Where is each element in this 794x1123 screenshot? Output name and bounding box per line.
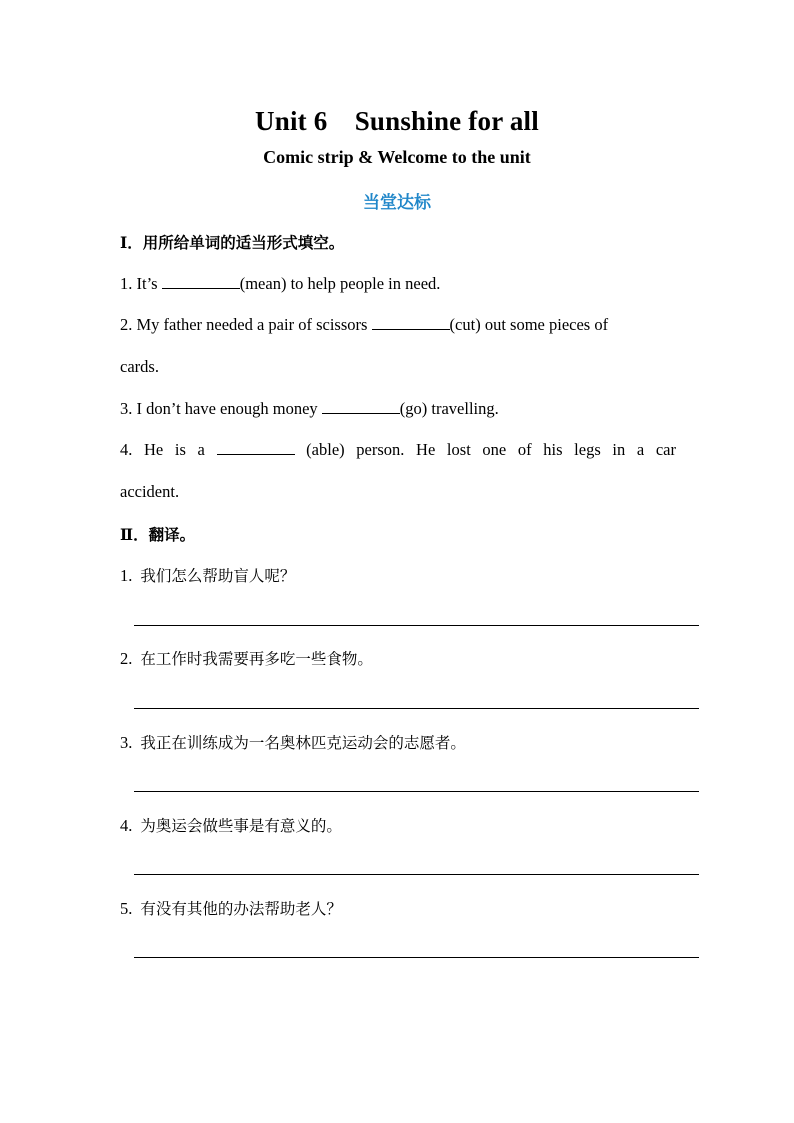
translation-item-1-number: 1. <box>120 566 133 585</box>
answer-line-4[interactable] <box>134 874 699 875</box>
translation-item-5 <box>120 897 342 919</box>
lesson-subtitle: Comic strip & Welcome to the unit <box>263 147 531 167</box>
translation-item-3-text: 我正在训练成为一名奥林匹克运动会的志愿者。 <box>140 734 466 752</box>
translation-item-2 <box>120 647 373 669</box>
question-2-continuation: cards. <box>120 357 159 376</box>
translation-item-3 <box>120 731 466 753</box>
question-1-blank[interactable] <box>162 274 240 289</box>
question-1 <box>120 274 676 294</box>
question-1-suffix: (mean) to help people in need. <box>239 274 441 293</box>
question-2-blank[interactable] <box>372 315 450 330</box>
translation-item-3-number: 3. <box>120 733 133 752</box>
question-4-blank[interactable] <box>217 440 295 455</box>
question-3-blank[interactable] <box>322 399 400 414</box>
question-3 <box>120 399 676 419</box>
translation-item-4 <box>120 814 342 836</box>
question-4-prefix: 4. He is a <box>120 440 217 459</box>
answer-line-3[interactable] <box>134 791 699 792</box>
translation-item-5-number: 5. <box>120 899 133 918</box>
unit-title: Unit 6 Sunshine for all <box>255 106 539 136</box>
translation-item-2-number: 2. <box>120 649 133 668</box>
answer-line-5[interactable] <box>134 957 699 958</box>
answer-line-1[interactable] <box>134 625 699 626</box>
part1-heading: Ⅰ．用所给单词的适当形式填空。 <box>120 233 345 252</box>
question-2-suffix: (cut) out some pieces of <box>449 315 609 334</box>
question-1-prefix: 1. It’s <box>120 274 162 293</box>
translation-item-4-text: 为奥运会做些事是有意义的。 <box>140 817 342 835</box>
question-4-suffix: (able) person. He lost one of his legs in a car <box>294 440 676 459</box>
translation-item-1-text: 我们怎么帮助盲人呢？ <box>140 567 296 585</box>
question-4 <box>120 440 676 460</box>
translation-item-1 <box>120 564 295 586</box>
translation-item-5-text: 有没有其他的办法帮助老人？ <box>140 900 342 918</box>
section-tag: 当堂达标 <box>363 193 431 213</box>
question-2 <box>120 315 676 335</box>
answer-line-2[interactable] <box>134 708 699 709</box>
question-4-continuation: accident. <box>120 482 180 501</box>
translation-item-2-text: 在工作时我需要再多吃一些食物。 <box>140 650 373 668</box>
question-3-suffix: (go) travelling. <box>399 399 499 418</box>
part2-heading: Ⅱ．翻译。 <box>120 525 196 544</box>
translation-item-4-number: 4. <box>120 816 133 835</box>
question-3-prefix: 3. I don’t have enough money <box>120 399 322 418</box>
question-2-prefix: 2. My father needed a pair of scissors <box>120 315 372 334</box>
